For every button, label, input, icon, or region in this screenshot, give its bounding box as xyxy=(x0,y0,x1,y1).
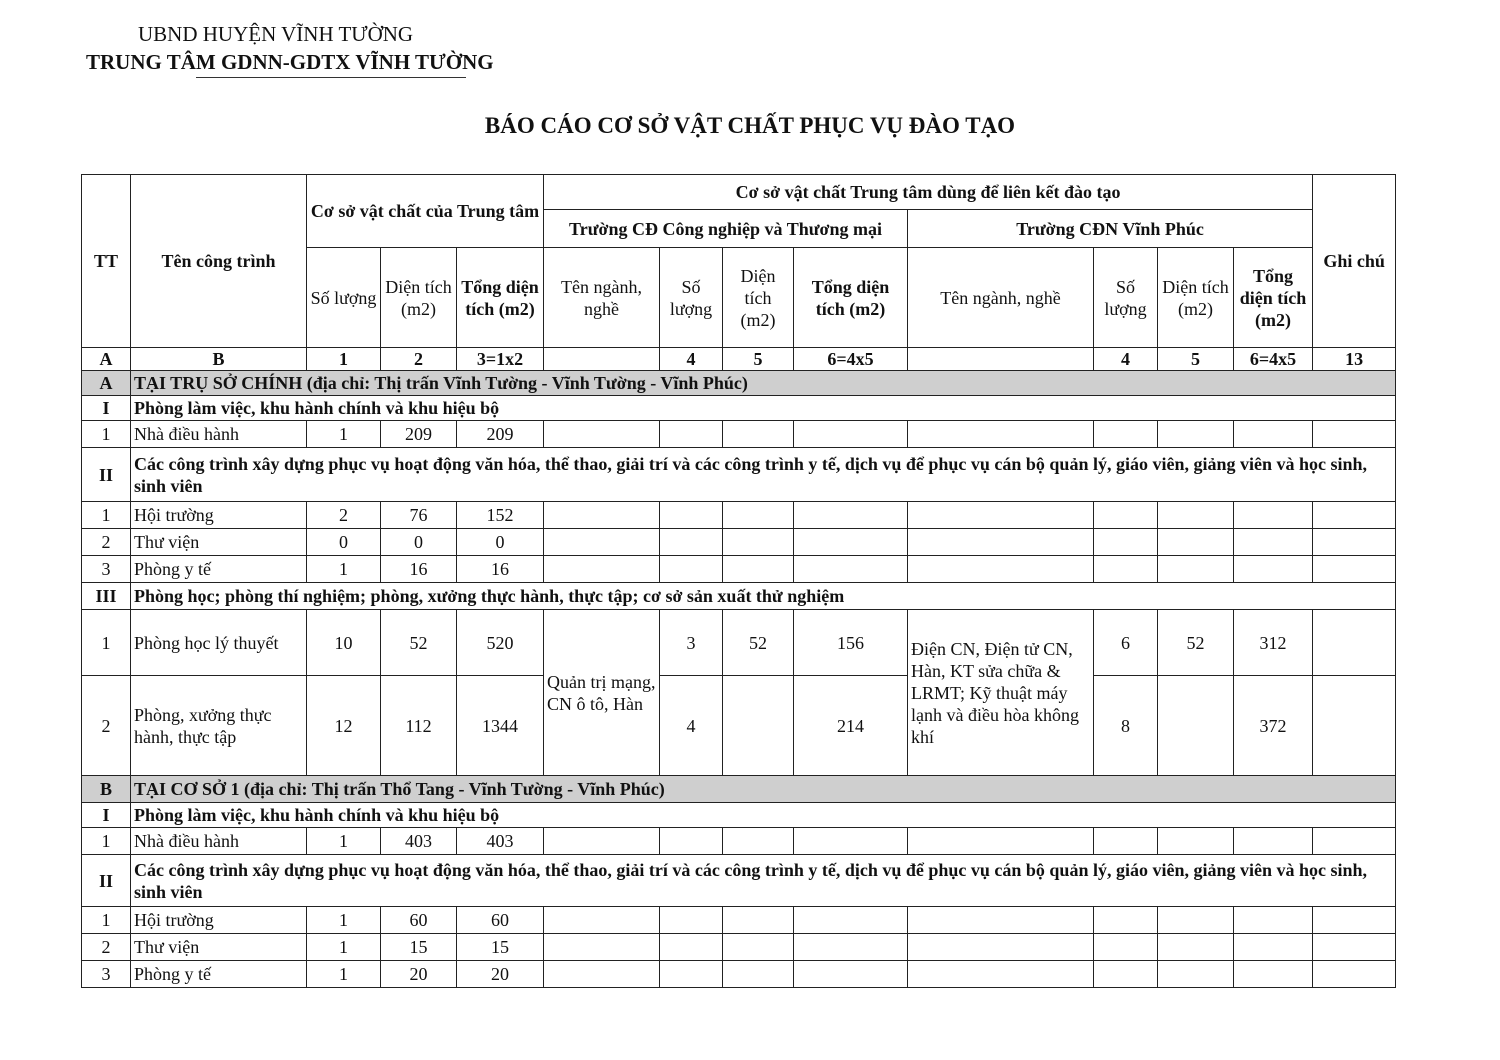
facilities-table xyxy=(81,174,1396,988)
col-s1-qty: Số lượng xyxy=(660,248,723,348)
table-row xyxy=(82,502,1396,529)
group-label: Các công trình xây dựng phục vụ hoạt động văn hóa, thể thao, giải trí và các công trình y tế, dịch vụ để phục vụ cán bộ quản lý, giáo viên, giảng viên và học sinh, sinh viên xyxy=(131,855,1396,907)
col-s1-total: Tổng diện tích (m2) xyxy=(794,248,908,348)
row-name: Thư viện xyxy=(131,529,307,556)
col-tt: TT xyxy=(82,175,131,348)
row-area: 60 xyxy=(381,907,457,934)
group-row xyxy=(82,396,1396,421)
col-s2-area: Diện tích (m2) xyxy=(1158,248,1234,348)
org-line-1: UBND HUYỆN VĨNH TƯỜNG xyxy=(138,22,414,46)
row-qty: 10 xyxy=(307,610,381,676)
idx-cell: 5 xyxy=(723,348,794,371)
row-tt: 1 xyxy=(82,502,131,529)
row-name: Thư viện xyxy=(131,934,307,961)
s2-qty: 6 xyxy=(1094,610,1158,676)
s2-total: 312 xyxy=(1234,610,1313,676)
col-s2-qty: Số lượng xyxy=(1094,248,1158,348)
s2-qty: 8 xyxy=(1094,676,1158,776)
col-school-1: Trường CĐ Công nghiệp và Thương mại xyxy=(544,210,908,248)
table-row xyxy=(82,421,1396,448)
col-s2-total: Tổng diện tích (m2) xyxy=(1234,248,1313,348)
idx-cell: 5 xyxy=(1158,348,1234,371)
section-row xyxy=(82,776,1396,803)
group-label: Các công trình xây dựng phục vụ hoạt động văn hóa, thể thao, giải trí và các công trình y tế, dịch vụ để phục vụ cán bộ quản lý, giáo viên, giảng viên và học sinh, sinh viên xyxy=(131,448,1396,502)
row-tt: 3 xyxy=(82,961,131,988)
col-s1-major: Tên ngành, nghề xyxy=(544,248,660,348)
group-code: III xyxy=(82,583,131,610)
idx-cell: 1 xyxy=(307,348,381,371)
col-s2-major: Tên ngành, nghề xyxy=(908,248,1094,348)
row-name: Hội trường xyxy=(131,502,307,529)
s1-total: 156 xyxy=(794,610,908,676)
row-total: 1344 xyxy=(457,676,544,776)
row-qty: 1 xyxy=(307,556,381,583)
table-row xyxy=(82,934,1396,961)
row-area: 16 xyxy=(381,556,457,583)
group-row xyxy=(82,448,1396,502)
row-qty: 2 xyxy=(307,502,381,529)
group-row xyxy=(82,583,1396,610)
s2-total: 372 xyxy=(1234,676,1313,776)
col-school-2: Trường CĐN Vĩnh Phúc xyxy=(908,210,1313,248)
row-total: 520 xyxy=(457,610,544,676)
idx-cell: 3=1x2 xyxy=(457,348,544,371)
group-label: Phòng học; phòng thí nghiệm; phòng, xưởng thực hành, thực tập; cơ sở sản xuất thử nghiệm xyxy=(131,583,1396,610)
idx-cell: 2 xyxy=(381,348,457,371)
col-link-group: Cơ sở vật chất Trung tâm dùng để liên kết đào tạo xyxy=(544,175,1313,210)
idx-cell: 13 xyxy=(1313,348,1396,371)
row-name: Phòng y tế xyxy=(131,961,307,988)
row-total: 15 xyxy=(457,934,544,961)
group-code: II xyxy=(82,448,131,502)
table-row xyxy=(82,610,1396,676)
row-note xyxy=(1313,610,1396,676)
table-row xyxy=(82,828,1396,855)
group-row xyxy=(82,855,1396,907)
row-tt: 1 xyxy=(82,610,131,676)
idx-cell: 4 xyxy=(660,348,723,371)
section-label: TẠI CƠ SỞ 1 (địa chỉ: Thị trấn Thổ Tang - Vĩnh Tường - Vĩnh Phúc) xyxy=(131,776,1396,803)
s1-qty: 3 xyxy=(660,610,723,676)
section-row xyxy=(82,371,1396,396)
idx-cell: B xyxy=(131,348,307,371)
row-area: 0 xyxy=(381,529,457,556)
group-code: I xyxy=(82,396,131,421)
row-tt: 1 xyxy=(82,828,131,855)
s1-major: Quản trị mạng, CN ô tô, Hàn xyxy=(544,610,660,776)
row-total: 403 xyxy=(457,828,544,855)
row-qty: 1 xyxy=(307,934,381,961)
row-qty: 1 xyxy=(307,961,381,988)
row-qty: 12 xyxy=(307,676,381,776)
row-area: 209 xyxy=(381,421,457,448)
row-area: 15 xyxy=(381,934,457,961)
section-code: A xyxy=(82,371,131,396)
s1-total: 214 xyxy=(794,676,908,776)
col-center-group: Cơ sở vật chất của Trung tâm xyxy=(307,175,544,248)
table-row xyxy=(82,556,1396,583)
group-code: II xyxy=(82,855,131,907)
idx-cell: 6=4x5 xyxy=(1234,348,1313,371)
row-total: 209 xyxy=(457,421,544,448)
s2-major: Điện CN, Điện tử CN, Hàn, KT sửa chữa & LRMT; Kỹ thuật máy lạnh và điều hòa không khí xyxy=(908,610,1094,776)
row-area: 20 xyxy=(381,961,457,988)
idx-cell: A xyxy=(82,348,131,371)
row-name: Phòng học lý thuyết xyxy=(131,610,307,676)
row-qty: 1 xyxy=(307,907,381,934)
row-total: 20 xyxy=(457,961,544,988)
row-total: 16 xyxy=(457,556,544,583)
row-qty: 1 xyxy=(307,421,381,448)
row-qty: 0 xyxy=(307,529,381,556)
row-tt: 3 xyxy=(82,556,131,583)
idx-cell xyxy=(908,348,1094,371)
org-line-2-text: TRUNG TÂM GDNN-GDTX VĨNH TƯỜNG xyxy=(86,50,494,74)
idx-cell: 6=4x5 xyxy=(794,348,908,371)
group-code: I xyxy=(82,803,131,828)
group-label: Phòng làm việc, khu hành chính và khu hiệu bộ xyxy=(131,803,1396,828)
s1-area: 52 xyxy=(723,610,794,676)
row-name: Nhà điều hành xyxy=(131,421,307,448)
row-name: Phòng y tế xyxy=(131,556,307,583)
row-total: 152 xyxy=(457,502,544,529)
col-s1-area: Diện tích (m2) xyxy=(723,248,794,348)
org-underline xyxy=(196,77,466,78)
section-label: TẠI TRỤ SỞ CHÍNH (địa chỉ: Thị trấn Vĩnh Tường - Vĩnh Tường - Vĩnh Phúc) xyxy=(131,371,1396,396)
section-code: B xyxy=(82,776,131,803)
col-total: Tổng diện tích (m2) xyxy=(457,248,544,348)
row-tt: 2 xyxy=(82,934,131,961)
row-tt: 2 xyxy=(82,676,131,776)
row-total: 60 xyxy=(457,907,544,934)
col-qty: Số lượng xyxy=(307,248,381,348)
row-total: 0 xyxy=(457,529,544,556)
idx-cell xyxy=(544,348,660,371)
row-name: Hội trường xyxy=(131,907,307,934)
row-tt: 2 xyxy=(82,529,131,556)
idx-cell: 4 xyxy=(1094,348,1158,371)
org-line-2 xyxy=(86,50,494,75)
row-area: 403 xyxy=(381,828,457,855)
row-area: 76 xyxy=(381,502,457,529)
s1-qty: 4 xyxy=(660,676,723,776)
table-row xyxy=(82,676,1396,776)
s2-area: 52 xyxy=(1158,610,1234,676)
row-qty: 1 xyxy=(307,828,381,855)
s1-area xyxy=(723,676,794,776)
row-tt: 1 xyxy=(82,907,131,934)
table-row xyxy=(82,961,1396,988)
row-tt: 1 xyxy=(82,421,131,448)
s2-area xyxy=(1158,676,1234,776)
row-note xyxy=(1313,676,1396,776)
row-name: Phòng, xưởng thực hành, thực tập xyxy=(131,676,307,776)
table-row xyxy=(82,529,1396,556)
report-title: BÁO CÁO CƠ SỞ VẬT CHẤT PHỤC VỤ ĐÀO TẠO xyxy=(484,113,1016,138)
col-area: Diện tích (m2) xyxy=(381,248,457,348)
group-row xyxy=(82,803,1396,828)
row-name: Nhà điều hành xyxy=(131,828,307,855)
col-name: Tên công trình xyxy=(131,175,307,348)
col-note: Ghi chú xyxy=(1313,175,1396,348)
row-area: 112 xyxy=(381,676,457,776)
table-row xyxy=(82,907,1396,934)
group-label: Phòng làm việc, khu hành chính và khu hiệu bộ xyxy=(131,396,1396,421)
row-area: 52 xyxy=(381,610,457,676)
